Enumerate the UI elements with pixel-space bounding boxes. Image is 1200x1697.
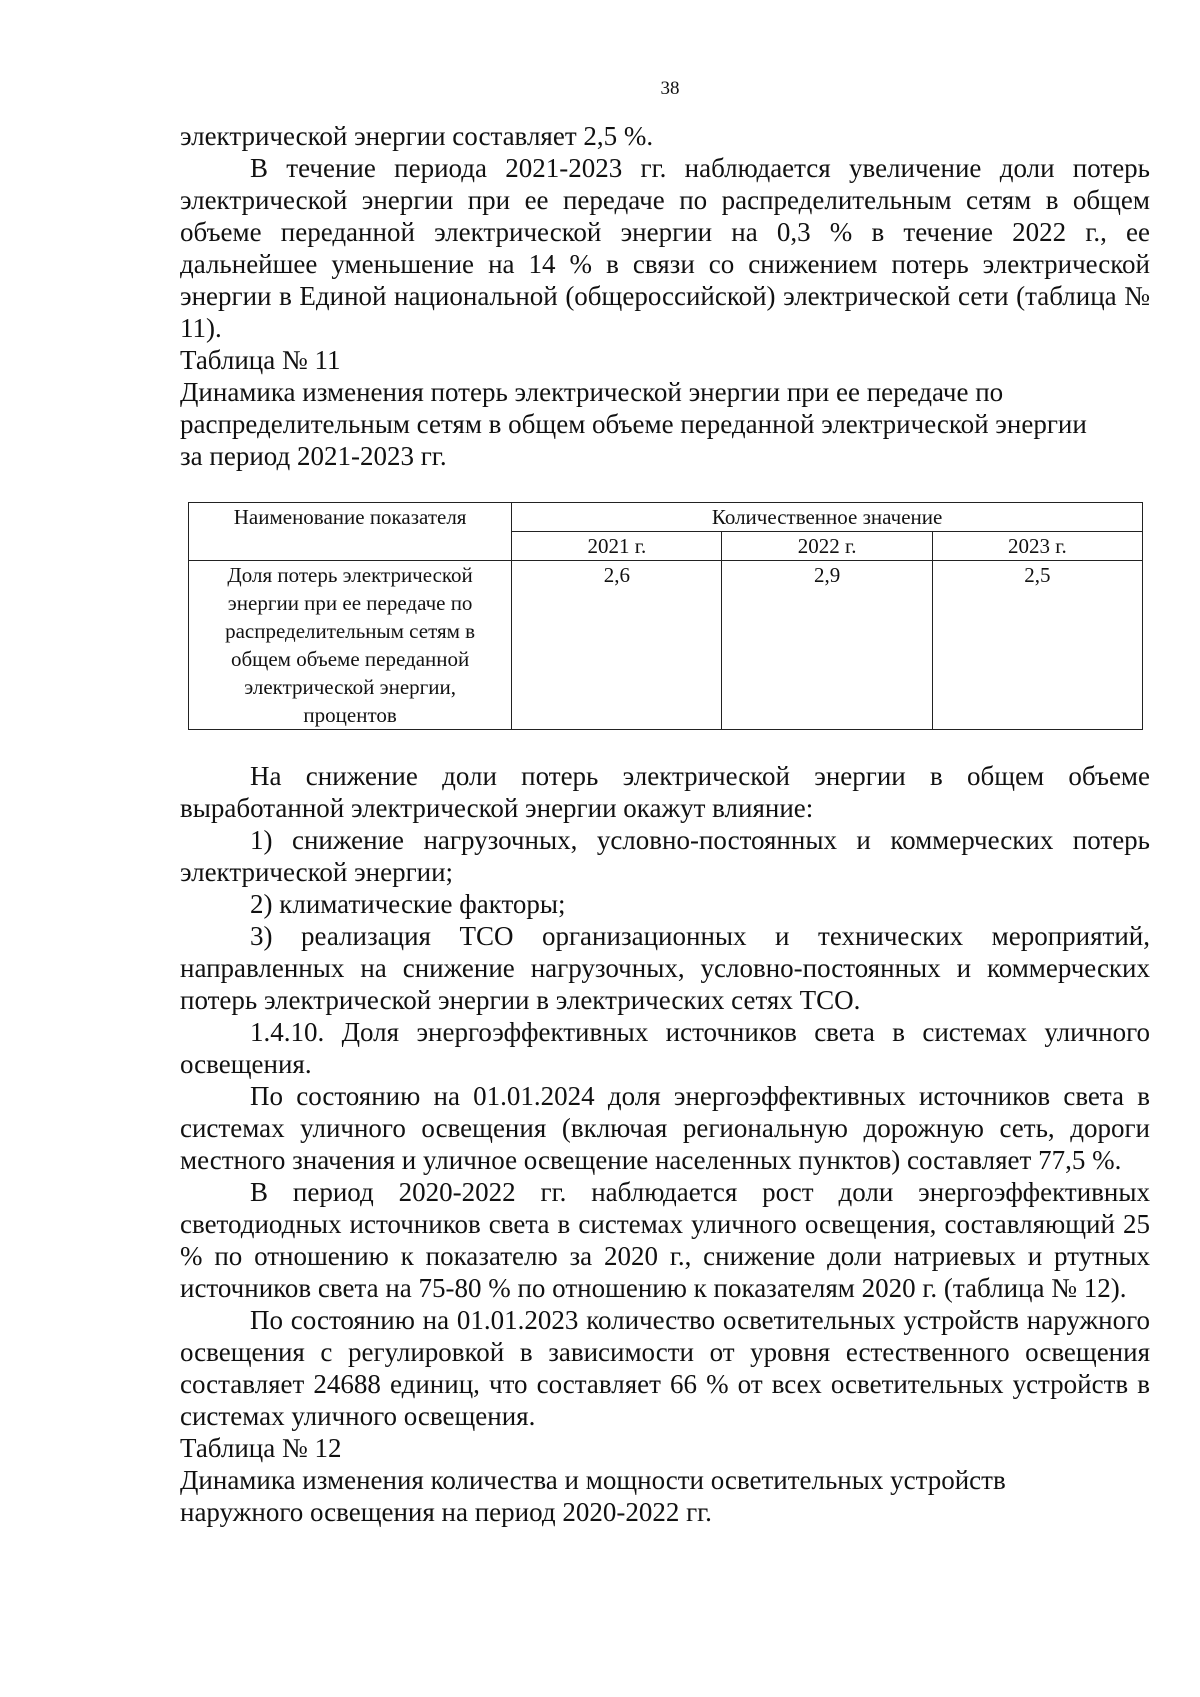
- header-indicator-name: Наименование показателя: [189, 503, 512, 561]
- table-11-label: Таблица № 11: [180, 345, 341, 375]
- section-heading: 1.4.10. Доля энергоэффективных источников света в системах уличного освещения.: [180, 1017, 1150, 1079]
- table-11-wrapper: [188, 502, 1143, 730]
- table-12-caption-line-1: Динамика изменения количества и мощности осветительных устройств: [180, 1465, 1006, 1495]
- paragraph-share: По состоянию на 01.01.2024 доля энергоэффективных источников света в системах уличного освещения (включая региональную дорожную сеть, дороги местного значения и уличное освещение населенных пунктов) составляет 77,5 %.: [180, 1081, 1150, 1175]
- header-year-2021: 2021 г.: [512, 532, 722, 561]
- table-header-row: [189, 503, 1143, 532]
- table-11-caption-line-3: за период 2021-2023 гг.: [180, 441, 447, 471]
- paragraph-growth: В период 2020-2022 гг. наблюдается рост доли энергоэффективных светодиодных источников света в системах уличного освещения, составляющий 25 % по отношению к показателю за 2020 г., снижение доли натриевых и ртутных источников света на 75-80 % по отношению к показателям 2020 г. (таблица № 12).: [180, 1177, 1150, 1303]
- paragraph-intro-tail: электрической энергии составляет 2,5 %.: [180, 121, 654, 151]
- header-year-2023: 2023 г.: [932, 532, 1142, 561]
- row-value-2021: 2,6: [512, 561, 722, 730]
- body-text: [180, 120, 1150, 1528]
- paragraph-trend: В течение периода 2021-2023 гг. наблюдается увеличение доли потерь электрической энергии при ее передаче по распределительным сетям в общем объеме переданной электрической энергии на 0,3 % в течение 2022 г., ее дальнейшее уменьшение на 14 % в связи со снижением потерь электрической энергии в Единой национальной (общероссийской) электрической сети (таблица № 11).: [180, 153, 1150, 343]
- row-value-2023: 2,5: [932, 561, 1142, 730]
- table-12-label: Таблица № 12: [180, 1433, 342, 1463]
- paragraph-devices: По состоянию на 01.01.2023 количество осветительных устройств наружного освещения с регулировкой в зависимости от уровня естественного освещения составляет 24688 единиц, что составляет 66 % от всех осветительных устройств в системах уличного освещения.: [180, 1305, 1150, 1431]
- table-11-caption-line-2: распределительным сетям в общем объеме переданной электрической энергии: [180, 409, 1087, 439]
- table-12-caption-line-2: наружного освещения на период 2020-2022 гг.: [180, 1497, 712, 1527]
- table-11-caption-line-1: Динамика изменения потерь электрической энергии при ее передаче по: [180, 377, 1004, 407]
- table-11: [188, 502, 1143, 730]
- row-indicator-name: Доля потерь электрической энергии при ее передаче по распределительным сетям в общем объеме переданной электрической энергии, процентов: [189, 561, 512, 730]
- after-table-section: [180, 760, 1150, 1528]
- list-item: 1) снижение нагрузочных, условно-постоянных и коммерческих потерь электрической энергии;: [180, 825, 1150, 887]
- list-item: 2) климатические факторы;: [250, 889, 566, 919]
- list-item: 3) реализация ТСО организационных и технических мероприятий, направленных на снижение нагрузочных, условно-постоянных и коммерческих потерь электрической энергии в электрических сетях ТСО.: [180, 921, 1150, 1015]
- row-value-2022: 2,9: [722, 561, 932, 730]
- paragraph-influence: На снижение доли потерь электрической энергии в общем объеме выработанной электрической энергии окажут влияние:: [180, 761, 1150, 823]
- table-row: [189, 561, 1143, 730]
- page-number: 38: [660, 78, 680, 99]
- header-quantitative-value: Количественное значение: [512, 503, 1143, 532]
- header-year-2022: 2022 г.: [722, 532, 932, 561]
